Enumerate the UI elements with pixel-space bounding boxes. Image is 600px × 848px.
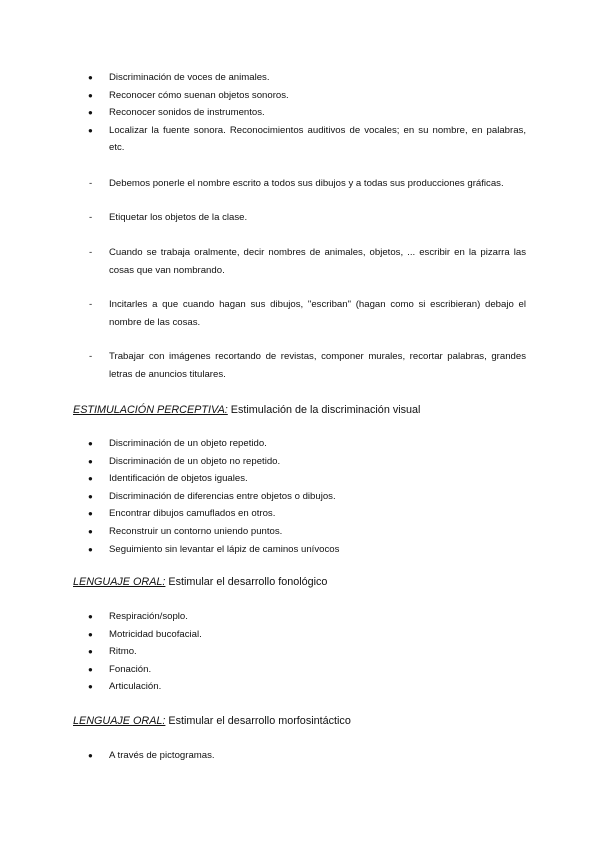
list-item: ● Encontrar dibujos camuflados en otros. xyxy=(0,505,600,523)
bullet-icon: ● xyxy=(88,751,93,760)
list-item: ● Ritmo. xyxy=(0,643,600,661)
bullet-icon: ● xyxy=(88,629,93,639)
dash-icon: - xyxy=(89,178,93,189)
bullet-icon: ● xyxy=(88,526,93,536)
fonologico-list xyxy=(0,608,600,696)
bullet-icon: ● xyxy=(88,664,93,674)
list-item: ● A través de pictogramas. xyxy=(0,747,600,765)
section-heading-morfo: LENGUAJE ORAL: Estimular el desarrollo morfosintáctico xyxy=(73,715,351,727)
bullet-icon: ● xyxy=(88,73,93,82)
bullet-icon: ● xyxy=(88,612,93,621)
dash-icon: - xyxy=(89,212,93,223)
bullet-icon: ● xyxy=(88,108,93,118)
list-item: ● Motricidad bucofacial. xyxy=(0,626,600,644)
list-item: ● Respiración/soplo. xyxy=(0,608,600,626)
list-item: ● Discriminación de un objeto no repetido. xyxy=(0,453,600,471)
dash-icon: - xyxy=(89,351,93,362)
auditory-list xyxy=(0,69,600,157)
list-item: ● Discriminación de diferencias entre objetos o dibujos. xyxy=(0,488,600,506)
bullet-icon: ● xyxy=(88,125,93,135)
bullet-icon: ● xyxy=(88,647,93,657)
bullet-icon: ● xyxy=(88,491,93,501)
dash-item: - Incitarles a que cuando hagan sus dibujos, "escriban" (hagan como si escribieran) debajo el nombre de las cosas. xyxy=(0,296,600,331)
visual-list xyxy=(0,435,600,558)
list-item: ● Discriminación de voces de animales. xyxy=(0,69,600,87)
list-item: ● Seguimiento sin levantar el lápiz de caminos unívocos xyxy=(0,541,600,559)
dash-icon: - xyxy=(89,247,93,258)
list-item: ● Discriminación de un objeto repetido. xyxy=(0,435,600,453)
bullet-icon: ● xyxy=(88,682,93,692)
morfo-list xyxy=(0,747,600,765)
list-item: ● Reconocer sonidos de instrumentos. xyxy=(0,104,600,122)
bullet-icon: ● xyxy=(88,509,93,519)
list-item: ● Fonación. xyxy=(0,661,600,679)
bullet-icon: ● xyxy=(88,439,93,448)
dash-icon: - xyxy=(89,299,93,310)
dash-item: - Debemos ponerle el nombre escrito a todos sus dibujos y a todas sus producciones gráficas. xyxy=(0,175,600,193)
bullet-icon: ● xyxy=(88,90,93,100)
dash-item: - Trabajar con imágenes recortando de revistas, componer murales, recortar palabras, grandes letras de anuncios titulares. xyxy=(0,348,600,383)
list-item: ● Localizar la fuente sonora. Reconocimientos auditivos de vocales; en su nombre, en palabras, etc. xyxy=(0,122,600,157)
dash-item: - Cuando se trabaja oralmente, decir nombres de animales, objetos, ... escribir en la pizarra las cosas que van nombrando. xyxy=(0,244,600,279)
list-item: ● Reconocer cómo suenan objetos sonoros. xyxy=(0,87,600,105)
bullet-icon: ● xyxy=(88,544,93,554)
list-item: ● Reconstruir un contorno uniendo puntos. xyxy=(0,523,600,541)
section-heading-fonologico: LENGUAJE ORAL: Estimular el desarrollo fonológico xyxy=(73,576,328,588)
list-item: ● Articulación. xyxy=(0,678,600,696)
section-heading-visual: ESTIMULACIÓN PERCEPTIVA: Estimulación de la discriminación visual xyxy=(73,404,421,416)
dash-item: - Etiquetar los objetos de la clase. xyxy=(0,209,600,227)
list-item: ● Identificación de objetos iguales. xyxy=(0,470,600,488)
bullet-icon: ● xyxy=(88,456,93,466)
bullet-icon: ● xyxy=(88,474,93,484)
